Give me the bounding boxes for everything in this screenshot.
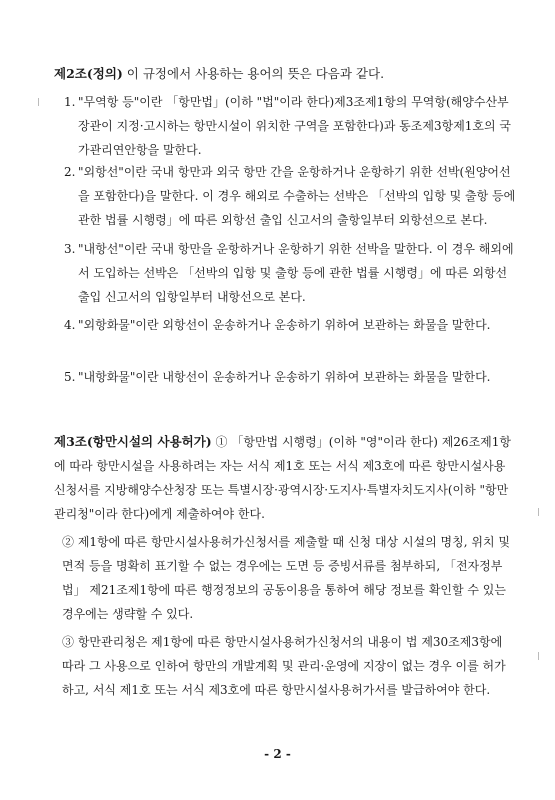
margin-mark xyxy=(538,652,539,660)
margin-mark xyxy=(538,508,539,516)
item-text: "내항선"이란 국내 항만을 운항하거나 운항하기 위한 선박을 말한다. 이 경우 해외에서 도입하는 선박은 「선박의 입항 및 출항 등에 관한 법률 시행령」에 따른 외항선 출입 신고서의 입항일부터 내항선으로 본다. xyxy=(78,242,514,304)
article-2-intro: 이 규정에서 사용하는 용어의 뜻은 다음과 같다. xyxy=(122,66,385,81)
item-number: 3. xyxy=(64,242,76,256)
item-number: 5. xyxy=(64,370,76,384)
page-number: - 2 - xyxy=(264,747,291,761)
item-text: "외항화물"이란 외항선이 운송하거나 운송하기 위하여 보관하는 화물을 말한다. xyxy=(78,318,491,332)
article-3-para-1-text: ① 「항만법 시행령」(이하 "영"이라 한다) 제26조제1항에 따라 항만시설을 사용하려는 자는 서식 제1호 또는 서식 제3호에 따른 항만시설사용신청서를 지방해양수산청장 또는 특별시장·광역시장·도지사·특별자치도지사(이하 "항만관리청"이라 한다)에게 제출하여야 한다. xyxy=(54,435,511,521)
article-3-paragraph-2: ② 제1항에 따른 항만시설사용허가신청서를 제출할 때 신청 대상 시설의 명칭, 위치 및 면적 등을 명확히 표기할 수 없는 경우에는 도면 등 증빙서류를 첨부하되, 「전자정부법」 제21조제1항에 따른 행정정보의 공동이용을 통하여 해당 정보를 확인할 수 있는 경우에는 생략할 수 있다. xyxy=(62,535,510,621)
article-3-title: 제3조(항만시설의 사용허가) xyxy=(54,434,212,449)
item-text: "무역항 등"이란 「항만법」(이하 "법"이라 한다)제3조제1항의 무역항(해양수산부장관이 지정·고시하는 항만시설이 위치한 구역을 포함한다)과 동조제3항제1호의 국가관리연안항을 말한다. xyxy=(78,95,512,157)
article-3-paragraph-3: ③ 항만관리청은 제1항에 따른 항만시설사용허가신청서의 내용이 법 제30조제3항에 따라 그 사용으로 인하여 항만의 개발계획 및 관리·운영에 지장이 없는 경우 이를 허가하고, 서식 제1호 또는 서식 제3호에 따른 항만시설사용허가서를 발급하여야 한다. xyxy=(62,635,506,697)
article-2-title: 제2조(정의) xyxy=(54,66,123,81)
item-number: 2. xyxy=(64,165,76,179)
article-2-heading xyxy=(54,65,524,83)
item-text: "내항화물"이란 내항선이 운송하거나 운송하기 위하여 보관하는 화물을 말한다. xyxy=(78,370,491,384)
item-text: "외항선"이란 국내 항만과 외국 항만 간을 운항하거나 운항하기 위한 선박(원양어선을 포함한다)을 말한다. 이 경우 해외로 수출하는 선박은 「선박의 입항 및 출항 등에 관한 법률 시행령」에 따른 외항선 출입 신고서의 출항일부터 외항선으로 본다. xyxy=(78,165,516,227)
article-3-paragraph-1 xyxy=(54,430,514,526)
margin-mark xyxy=(38,98,39,106)
item-number: 1. xyxy=(64,95,76,109)
item-number: 4. xyxy=(64,318,76,332)
